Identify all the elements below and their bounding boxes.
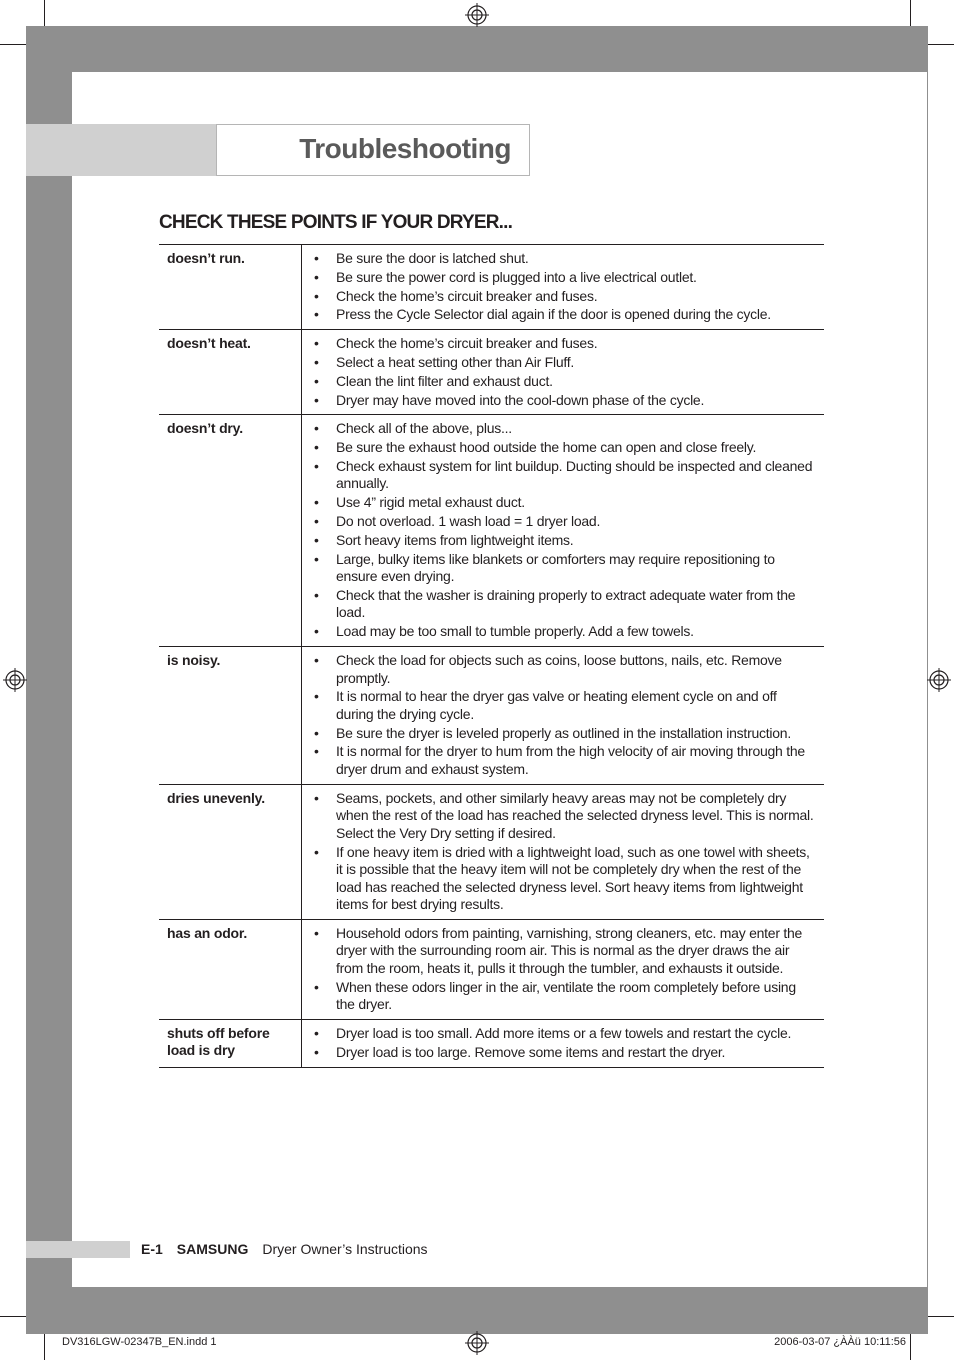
- crop-mark: [928, 1316, 954, 1317]
- list-item: • If one heavy item is dried with a lightweight load, such as one towel with sheets, it is possible that the heavy item will not be completely dry when the rest of the load has reached the selected dryness level. Sort heavy items from lightweight items for best drying results.: [312, 844, 816, 914]
- list-item: • Dryer load is too small. Add more items or a few towels and restart the cycle.: [312, 1025, 816, 1043]
- list-item: • Select a heat setting other than Air Fluff.: [312, 354, 816, 372]
- troubleshooting-table: [159, 244, 824, 1068]
- list-item: • Household odors from painting, varnishing, strong cleaners, etc. may enter the dryer with the surrounding room air. This is normal as the dryer draws the air from the room, heats it, pulls it through the tumbler, and exhausts it outside.: [312, 925, 816, 978]
- crop-mark: [928, 44, 954, 45]
- document-title: Dryer Owner’s Instructions: [262, 1241, 428, 1257]
- problem-label: doesn’t run.: [159, 245, 302, 330]
- title-band: [26, 124, 216, 176]
- list-item: • Clean the lint filter and exhaust duct.: [312, 373, 816, 391]
- table-row: [159, 919, 824, 1019]
- list-item: • Check the home’s circuit breaker and fuses.: [312, 288, 816, 306]
- fix-list: [312, 925, 816, 1014]
- page-frame-top: [26, 26, 928, 72]
- fix-cell: [302, 1019, 825, 1067]
- footer-bar: [26, 1241, 130, 1258]
- fix-cell: [302, 415, 825, 647]
- crop-mark: [910, 1334, 911, 1360]
- list-item: • Press the Cycle Selector dial again if the door is opened during the cycle.: [312, 306, 816, 324]
- list-item: • Check exhaust system for lint buildup. Ducting should be inspected and cleaned annually.: [312, 458, 816, 493]
- list-item: • Be sure the dryer is leveled properly as outlined in the installation instruction.: [312, 725, 816, 743]
- fix-cell: [302, 330, 825, 415]
- registration-mark-icon: [465, 1331, 489, 1355]
- problem-label: has an odor.: [159, 919, 302, 1019]
- list-item: • Sort heavy items from lightweight items.: [312, 532, 816, 550]
- problem-label: shuts off before load is dry: [159, 1019, 302, 1067]
- table-row: [159, 415, 824, 647]
- table-row: [159, 1019, 824, 1067]
- page-frame-left: [26, 26, 72, 1334]
- table-row: [159, 647, 824, 785]
- section-heading: CHECK THESE POINTS IF YOUR DRYER...: [159, 212, 513, 233]
- list-item: • Check that the washer is draining properly to extract adequate water from the load.: [312, 587, 816, 622]
- crop-mark: [0, 44, 26, 45]
- crop-mark: [0, 1316, 26, 1317]
- fix-list: [312, 1025, 816, 1061]
- registration-mark-icon: [3, 668, 27, 692]
- list-item: • It is normal to hear the dryer gas valve or heating element cycle on and off during the drying cycle.: [312, 688, 816, 723]
- list-item: • When these odors linger in the air, ventilate the room completely before using the dryer.: [312, 979, 816, 1014]
- list-item: • Dryer may have moved into the cool-down phase of the cycle.: [312, 392, 816, 410]
- problem-label: doesn’t dry.: [159, 415, 302, 647]
- fix-list: [312, 335, 816, 409]
- problem-label: doesn’t heat.: [159, 330, 302, 415]
- list-item: • Check all of the above, plus...: [312, 420, 816, 438]
- fix-list: [312, 652, 816, 778]
- list-item: • It is normal for the dryer to hum from the high velocity of air moving through the dryer drum and exhaust system.: [312, 743, 816, 778]
- print-slug-filename: DV316LGW-02347B_EN.indd 1: [62, 1336, 217, 1348]
- list-item: • Dryer load is too large. Remove some items and restart the dryer.: [312, 1044, 816, 1062]
- crop-mark: [44, 1334, 45, 1360]
- list-item: • Use 4” rigid metal exhaust duct.: [312, 494, 816, 512]
- list-item: • Large, bulky items like blankets or comforters may require repositioning to ensure even drying.: [312, 551, 816, 586]
- fix-cell: [302, 245, 825, 330]
- problem-label: is noisy.: [159, 647, 302, 785]
- table-row: [159, 784, 824, 919]
- page-title: Troubleshooting: [299, 133, 511, 164]
- table-row: [159, 330, 824, 415]
- list-item: • Load may be too small to tumble properly. Add a few towels.: [312, 623, 816, 641]
- fix-list: [312, 420, 816, 640]
- registration-mark-icon: [927, 668, 951, 692]
- title-box: [216, 124, 530, 176]
- list-item: • Check the load for objects such as coins, loose buttons, nails, etc. Remove promptly.: [312, 652, 816, 687]
- fix-cell: [302, 784, 825, 919]
- fix-cell: [302, 647, 825, 785]
- registration-mark-icon: [465, 3, 489, 27]
- troubleshooting-table-body: [159, 245, 824, 1068]
- list-item: • Be sure the door is latched shut.: [312, 250, 816, 268]
- footer: [141, 1241, 428, 1257]
- crop-mark: [44, 0, 45, 26]
- problem-label: dries unevenly.: [159, 784, 302, 919]
- list-item: • Be sure the power cord is plugged into a live electrical outlet.: [312, 269, 816, 287]
- list-item: • Do not overload. 1 wash load = 1 dryer load.: [312, 513, 816, 531]
- list-item: • Be sure the exhaust hood outside the home can open and close freely.: [312, 439, 816, 457]
- crop-mark: [910, 0, 911, 26]
- page-number: E-1: [141, 1241, 163, 1257]
- fix-list: [312, 790, 816, 914]
- list-item: • Check the home’s circuit breaker and fuses.: [312, 335, 816, 353]
- table-row: [159, 245, 824, 330]
- page-frame-bottom: [26, 1287, 928, 1334]
- fix-list: [312, 250, 816, 324]
- brand-name: SAMSUNG: [176, 1241, 249, 1257]
- print-slug-timestamp: 2006-03-07 ¿ÀÀü 10:11:56: [774, 1336, 906, 1348]
- list-item: • Seams, pockets, and other similarly heavy areas may not be completely dry when the rest of the load has reached the selected dryness level. This is normal. Select the Very Dry setting if desired.: [312, 790, 816, 843]
- fix-cell: [302, 919, 825, 1019]
